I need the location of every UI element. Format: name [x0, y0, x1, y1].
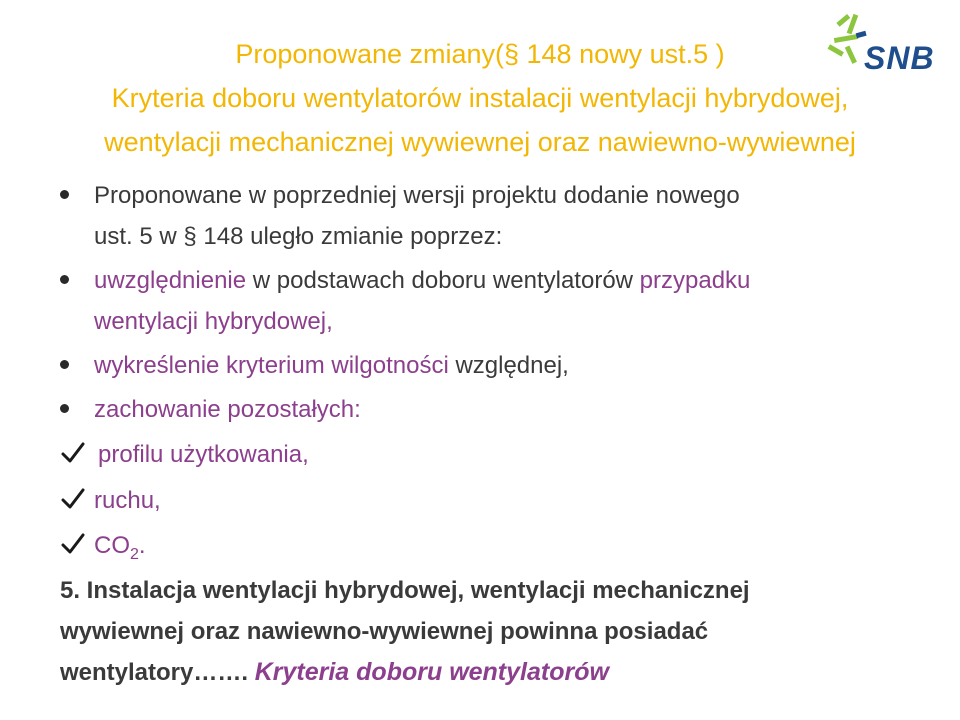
logo-text: SNB [864, 40, 935, 76]
check-item-co2 [60, 525, 920, 575]
bullet-1-line-2: wentylacji hybrydowej, [94, 308, 333, 335]
intro-line-1: Proponowane w poprzedniej wersji projektu dodanie nowego [94, 182, 740, 209]
bullet-1-highlight-2: przypadku [639, 267, 751, 294]
title-line-3: wentylacji mechanicznej wywiewnej oraz nawiewno-wywiewnej [104, 127, 856, 157]
final-line-3-accent: Kryteria doboru wentylatorów [254, 658, 609, 686]
final-paragraph [60, 570, 920, 693]
checkmark-icon [60, 531, 86, 557]
bullet-2-highlight: wykreślenie kryterium wilgotności [94, 352, 449, 379]
bullet-dot-icon [60, 360, 69, 369]
check-item-ruch [60, 480, 920, 521]
check-1-text: profilu użytkowania, [98, 441, 309, 468]
final-line-3 [60, 652, 920, 693]
bullet-3-rest: pozostałych: [220, 396, 361, 423]
intro-bullet [60, 175, 920, 257]
final-line-1: 5. Instalacja wentylacji hybrydowej, wentylacji mechanicznej [60, 577, 750, 604]
slide-title [40, 32, 920, 164]
bullet-3-line [94, 389, 920, 430]
bullet-2-line [94, 345, 920, 386]
checkmark-icon [60, 486, 86, 512]
bullet-1-mid: w podstawach doboru wentylatorów [246, 267, 640, 294]
co2-end: . [138, 532, 146, 559]
bullet-3-highlight: zachowanie [94, 396, 221, 423]
intro-line-2: ust. 5 w § 148 uległo zmianie poprzez: [94, 223, 503, 250]
final-line-2: wywiewnej oraz nawiewno-wywiewnej powinna posiadać [60, 618, 709, 645]
title-line-2: Kryteria doboru wentylatorów instalacji wentylacji hybrydowej, [111, 83, 849, 113]
check-item-profil [60, 434, 920, 475]
bullet-item-wykreslenie [60, 345, 920, 386]
bullet-dot-icon [60, 404, 69, 413]
bullet-2-rest: względnej, [448, 352, 569, 379]
co2-subscript: 2 [130, 545, 139, 563]
check-2-text: ruchu, [94, 487, 161, 514]
title-line-1: Proponowane zmiany(§ 148 nowy ust.5 ) [235, 39, 725, 69]
final-line-3-start: wentylatory……. [60, 659, 255, 686]
checkmark-icon [60, 440, 86, 466]
bullet-item-uwzglednienie [60, 260, 920, 342]
co2-main: CO [94, 532, 130, 559]
bullet-1-line-1 [94, 260, 920, 301]
bullet-1-highlight: uwzględnienie [94, 267, 247, 294]
bullet-dot-icon [60, 190, 69, 199]
check-3-text [94, 525, 920, 575]
bullet-dot-icon [60, 275, 69, 284]
bullet-item-zachowanie [60, 389, 920, 430]
